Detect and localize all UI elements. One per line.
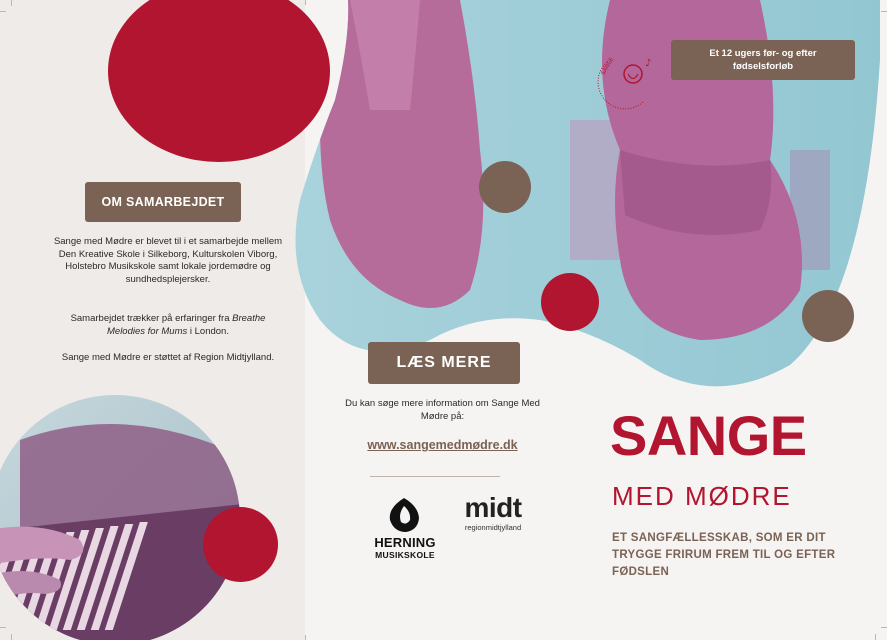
bottom-left-crimson-circle <box>203 507 278 582</box>
experience-text-end: i London. <box>189 325 229 337</box>
experience-text-start: Samarbejdet trækker på erfaringer fra <box>70 313 230 324</box>
experience-paragraph <box>52 313 284 338</box>
crop-mark <box>875 0 876 6</box>
partnership-paragraph: Sange med Mødre er blevet til i et samarbejde mellem Den Kreative Skole i Silkeborg, Kulturskolen Viborg, Holstebro Musikskole samt lokale jordemødre og sundhedsplejersker. <box>53 236 283 285</box>
svg-text:♪: ♪ <box>645 58 652 69</box>
crop-mark <box>875 634 876 640</box>
emblem-text-icon: SANGE <box>600 56 616 77</box>
piano-photo-icon <box>0 380 305 640</box>
tagline: ET SANGFÆLLESSKAB, SOM ER DIT TRYGGE FRIRUM FREM TIL OG EFTER FØDSLEN <box>612 532 836 578</box>
crop-mark <box>0 627 6 628</box>
om-samarbejdet-heading: OM SAMARBEJDET <box>85 182 241 222</box>
website-link[interactable]: www.sangemedmødre.dk <box>367 438 518 452</box>
laes-mere-heading: LÆS MERE <box>368 342 520 384</box>
photo-brown-circle-1 <box>479 161 531 213</box>
herning-logo-icon <box>384 496 424 534</box>
info-text: Du kan søge mere information om Sange Med Mødre på: <box>345 398 540 422</box>
experience-text-italic: Breathe Melodies for Mums <box>107 313 266 337</box>
midt-logo-name: midt <box>464 492 522 523</box>
main-subtitle: MED MØDRE <box>612 481 792 511</box>
crop-mark <box>305 635 306 640</box>
sange-med-modre-emblem-icon <box>597 50 663 110</box>
main-title: SANGE <box>610 404 807 467</box>
herning-logo-line2: MUSIKSKOLE <box>375 550 435 560</box>
midt-logo-sub: regionmidtjylland <box>464 523 522 532</box>
crop-mark <box>881 11 887 12</box>
photo-brown-circle-2 <box>802 290 854 342</box>
photo-crimson-circle <box>541 273 599 331</box>
crop-mark <box>11 0 12 6</box>
crop-mark <box>881 627 887 628</box>
crop-mark <box>11 634 12 640</box>
support-paragraph: Sange med Mødre er støttet af Region Midtjylland. <box>61 352 275 363</box>
course-badge: Et 12 ugers før- og efter fødselsforløb <box>671 40 855 80</box>
crop-mark <box>0 11 6 12</box>
herning-logo-line1: HERNING <box>374 535 436 550</box>
divider <box>370 476 500 477</box>
crop-mark <box>305 0 306 5</box>
